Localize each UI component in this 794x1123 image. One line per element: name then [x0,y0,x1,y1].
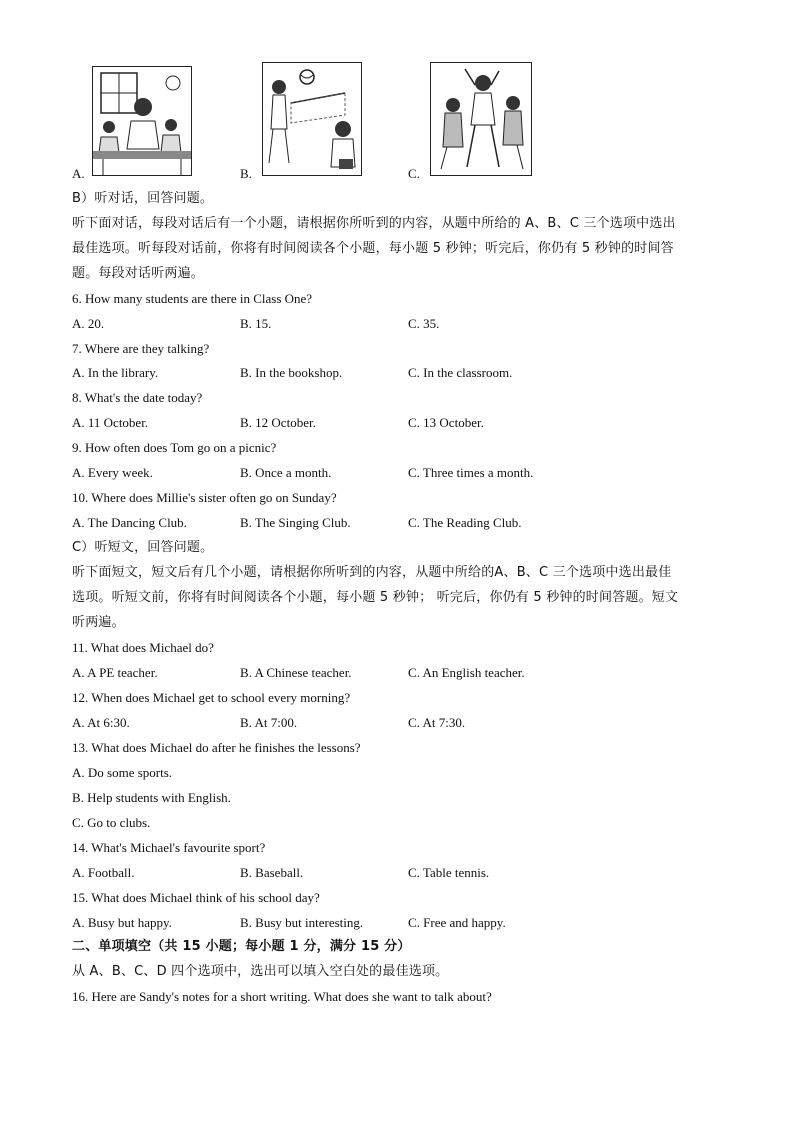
question-13: 13. What does Michael do after he finishes the lessons? [72,740,361,755]
question-12-option-a[interactable]: A. At 6:30. [72,715,130,730]
section-b-instruction-line: 听下面对话，每段对话后有一个小题，请根据你所听到的内容，从题中所给的 A、B、C 三个选项中选出 [72,216,676,231]
classroom-picture [92,66,192,176]
question-9-option-c[interactable]: C. Three times a month. [408,465,534,480]
picture-options [72,60,732,182]
question-13-option-b[interactable]: B. Help students with English. [72,790,231,805]
part-2-heading: 二、单项填空（共 15 小题；每小题 1 分，满分 15 分） [72,939,411,954]
question-14-option-c[interactable]: C. Table tennis. [408,865,490,880]
section-c-instruction-line: 听两遍。 [72,615,125,630]
question-11: 11. What does Michael do? [72,640,214,655]
volleyball-picture [262,62,362,176]
picture-label-b: B. [240,166,252,181]
question-10-option-b[interactable]: B. The Singing Club. [240,515,351,530]
dancing-picture [430,62,532,176]
question-11-option-a[interactable]: A. A PE teacher. [72,665,158,680]
question-14-option-a[interactable]: A. Football. [72,865,135,880]
picture-label-a: A. [72,166,85,181]
question-8-option-a[interactable]: A. 11 October. [72,415,149,430]
question-14-option-b[interactable]: B. Baseball. [240,865,304,880]
question-9-option-a[interactable]: A. Every week. [72,465,153,480]
question-10: 10. Where does Millie's sister often go on Sunday? [72,490,337,505]
question-15-option-a[interactable]: A. Busy but happy. [72,915,172,930]
question-13-option-c[interactable]: C. Go to clubs. [72,815,151,830]
question-15: 15. What does Michael think of his school day? [72,890,320,905]
picture-label-c: C. [408,166,420,181]
question-6-option-b[interactable]: B. 15. [240,316,272,331]
question-15-option-b[interactable]: B. Busy but interesting. [240,915,364,930]
question-9-option-b[interactable]: B. Once a month. [240,465,332,480]
section-c-instruction-line: 听下面短文，短文后有几个小题，请根据你所听到的内容，从题中所给的A、B、C 三个选项中选出最佳 [72,565,672,580]
question-12-option-c[interactable]: C. At 7:30. [408,715,466,730]
question-6-option-a[interactable]: A. 20. [72,316,105,331]
question-6: 6. How many students are there in Class One? [72,291,313,306]
question-9: 9. How often does Tom go on a picnic? [72,440,277,455]
section-b-instruction-line: 题。每段对话听两遍。 [72,266,205,281]
question-11-option-c[interactable]: C. An English teacher. [408,665,525,680]
question-12: 12. When does Michael get to school every morning? [72,690,351,705]
question-8: 8. What's the date today? [72,390,203,405]
question-16: 16. Here are Sandy's notes for a short writing. What does she want to talk about? [72,989,492,1004]
question-13-option-a[interactable]: A. Do some sports. [72,765,173,780]
question-6-option-c[interactable]: C. 35. [408,316,440,331]
question-12-option-b[interactable]: B. At 7:00. [240,715,298,730]
section-c-title: C）听短文，回答问题。 [72,540,214,555]
section-c-instruction-line: 选项。听短文前，你将有时间阅读各个小题，每小题 5 秒钟； 听完后，你仍有 5 秒钟的时间答题。短文 [72,590,679,605]
section-b-instruction-line: 最佳选项。听每段对话前，你将有时间阅读各个小题，每小题 5 秒钟；听完后，你仍有 5 秒钟的时间答 [72,241,674,256]
question-8-option-b[interactable]: B. 12 October. [240,415,316,430]
part-2-instruction: 从 A、B、C、D 四个选项中，选出可以填入空白处的最佳选项。 [72,964,449,979]
question-14: 14. What's Michael's favourite sport? [72,840,266,855]
question-7-option-a[interactable]: A. In the library. [72,365,159,380]
question-7-option-c[interactable]: C. In the classroom. [408,365,513,380]
section-b-title: B）听对话，回答问题。 [72,191,214,206]
question-7: 7. Where are they talking? [72,341,210,356]
question-15-option-c[interactable]: C. Free and happy. [408,915,506,930]
question-10-option-a[interactable]: A. The Dancing Club. [72,515,187,530]
question-8-option-c[interactable]: C. 13 October. [408,415,484,430]
question-7-option-b[interactable]: B. In the bookshop. [240,365,343,380]
question-11-option-b[interactable]: B. A Chinese teacher. [240,665,352,680]
question-10-option-c[interactable]: C. The Reading Club. [408,515,522,530]
